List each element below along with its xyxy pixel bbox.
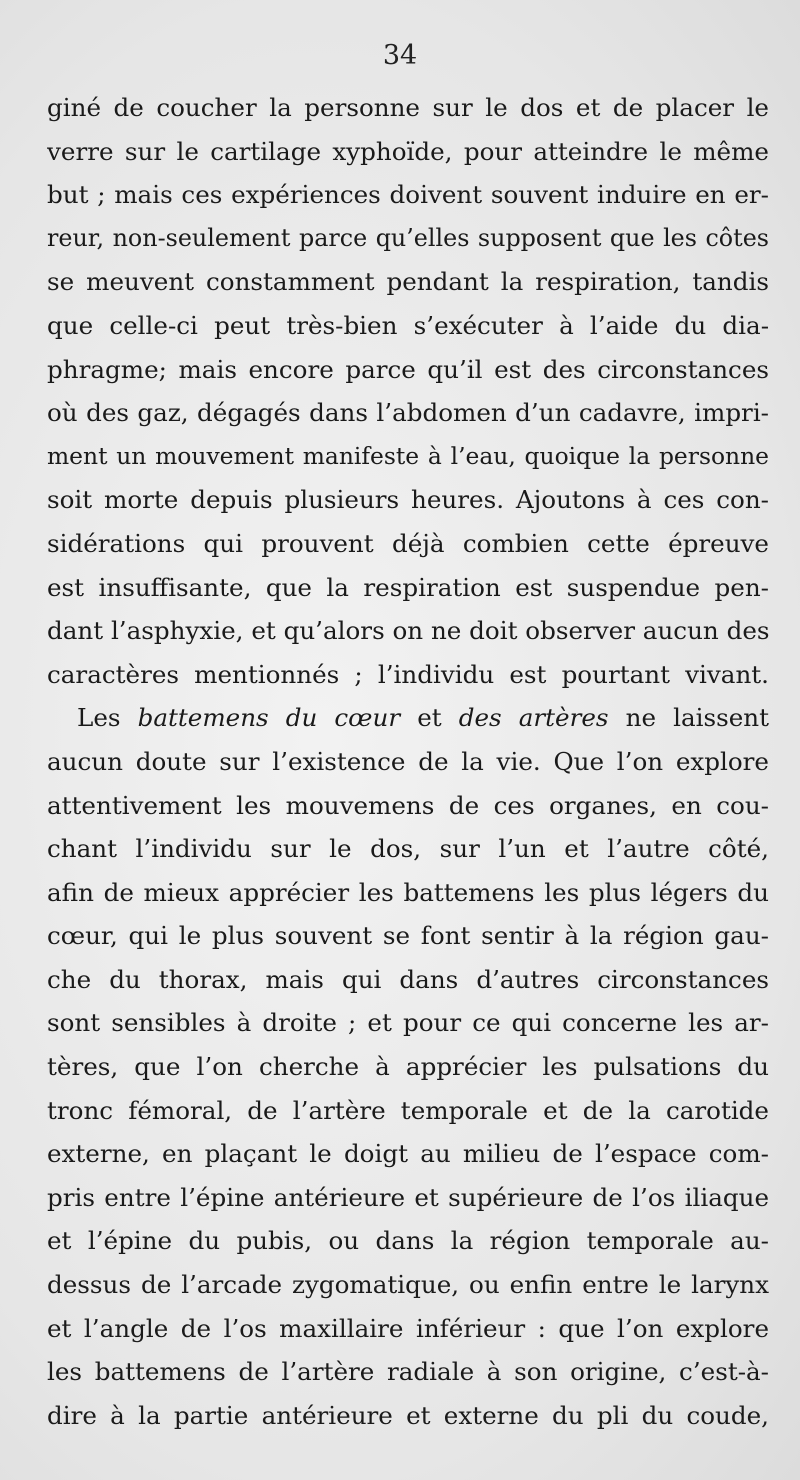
text-line: tères, que l’on cherche à apprécier les pulsations du — [47, 1052, 769, 1082]
italic-term-arteries: des artères — [458, 703, 609, 733]
paragraph-start-line — [47, 696, 769, 740]
body-text — [47, 86, 769, 1437]
italic-term-heart: battemens du cœur — [137, 703, 401, 733]
text-line: sont sensibles à droite ; et pour ce qui concerne les ar- — [47, 1008, 769, 1038]
text-line: attentivement les mouvemens de ces organes, en cou- — [47, 790, 769, 820]
para-mid: et — [417, 703, 442, 733]
text-line: où des gaz, dégagés dans l’abdomen d’un cadavre, impri- — [47, 398, 769, 428]
text-line: giné de coucher la personne sur le dos et de placer le — [47, 93, 769, 122]
text-line: et l’épine du pubis, ou dans la région temporale au- — [47, 1226, 769, 1256]
text-line: reur, non-seulement parce qu’elles supposent que les côtes — [47, 223, 769, 252]
para-intro: Les — [77, 703, 121, 733]
text-line: soit morte depuis plusieurs heures. Ajoutons à ces con- — [47, 485, 769, 515]
text-line: et l’angle de l’os maxillaire inférieur : que l’on explore — [47, 1313, 769, 1343]
text-line: les battemens de l’artère radiale à son origine, c’est-à- — [47, 1357, 769, 1387]
text-line: afin de mieux apprécier les battemens les plus légers du — [47, 877, 769, 907]
text-line: caractères mentionnés ; l’individu est pourtant vivant. — [47, 659, 769, 689]
text-line: dessus de l’arcade zygomatique, ou enfin entre le larynx — [47, 1270, 769, 1300]
text-line: tronc fémoral, de l’artère temporale et de la carotide — [47, 1095, 769, 1125]
text-line: chant l’individu sur le dos, sur l’un et l’autre côté, — [47, 834, 769, 864]
text-line: ment un mouvement manifeste à l’eau, quoique la personne — [47, 441, 769, 470]
text-line: que celle-ci peut très-bien s’exécuter à l’aide du dia- — [47, 310, 769, 340]
text-line: che du thorax, mais qui dans d’autres circonstances — [47, 964, 769, 994]
text-line: externe, en plaçant le doigt au milieu de l’espace com- — [47, 1139, 769, 1169]
text-line: dire à la partie antérieure et externe du pli du coude, — [47, 1400, 769, 1430]
text-line: cœur, qui le plus souvent se font sentir à la région gau- — [47, 921, 769, 951]
text-line: but ; mais ces expériences doivent souvent induire en er- — [47, 180, 769, 210]
text-line: phragme; mais encore parce qu’il est des circonstances — [47, 354, 769, 384]
text-line: sidérations qui prouvent déjà combien cette épreuve — [47, 528, 769, 558]
text-line: dant l’asphyxie, et qu’alors on ne doit observer aucun des — [47, 616, 769, 646]
para-rest: ne laissent — [625, 703, 769, 733]
text-line: aucun doute sur l’existence de la vie. Que l’on explore — [47, 746, 769, 776]
text-line: se meuvent constamment pendant la respiration, tandis — [47, 267, 769, 297]
page-number: 34 — [382, 40, 418, 71]
text-line: pris entre l’épine antérieure et supérieure de l’os iliaque — [47, 1182, 769, 1212]
text-line: verre sur le cartilage xyphoïde, pour atteindre le même — [47, 136, 769, 166]
text-line: est insuffisante, que la respiration est suspendue pen- — [47, 572, 769, 602]
